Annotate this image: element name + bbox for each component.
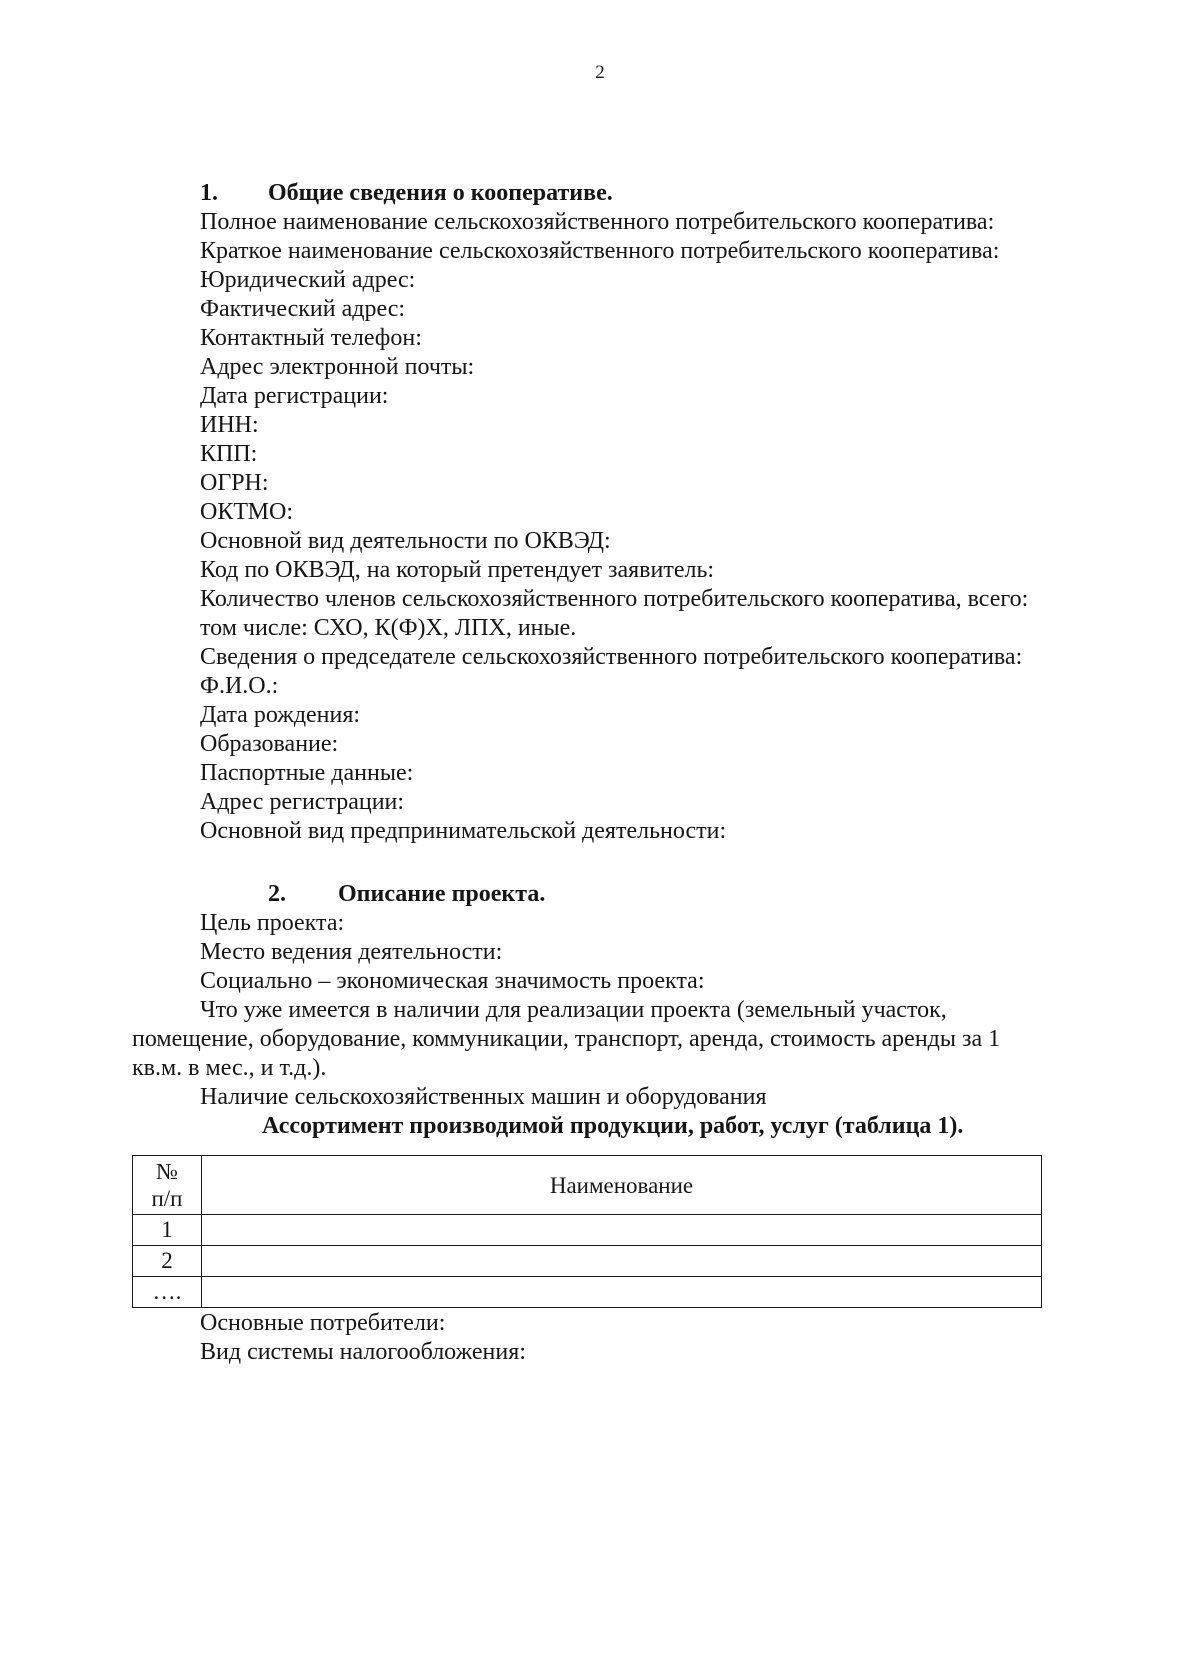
table-header-num-line2: п/п [151,1186,183,1211]
field-full-name: Полное наименование сельскохозяйственного потребительского кооператива: [200,209,995,235]
field-members-breakdown: том числе: СХО, К(Ф)Х, ЛПХ, иные. [200,615,577,641]
table-row [133,1215,1042,1246]
section2-number: 2. [268,881,286,907]
field-actual-address: Фактический адрес: [200,296,406,322]
field-registration-address: Адрес регистрации: [200,789,405,815]
field-chairman-info: Сведения о председателе сельскохозяйственного потребительского кооператива: [200,644,1023,670]
field-chairman-name: Ф.И.О.: [200,673,279,699]
table-cell-name [202,1277,1042,1308]
section1-title: Общие сведения о кооперативе. [268,180,613,206]
field-registration-date: Дата регистрации: [200,383,389,409]
field-main-business: Основной вид предпринимательской деятельности: [200,818,727,844]
field-oktmo: ОКТМО: [200,499,294,525]
field-legal-address: Юридический адрес: [200,267,416,293]
field-ogrn: ОГРН: [200,470,269,496]
section1-heading [200,179,613,208]
field-phone: Контактный телефон: [200,325,422,351]
field-inn: ИНН: [200,412,259,438]
paragraph-existing-line-3: кв.м. в мес., и т.д.). [132,1055,327,1081]
table-header-row [133,1156,1042,1215]
paragraph-existing-line-2: помещение, оборудование, коммуникации, транспорт, аренда, стоимость аренды за 1 [132,1026,1001,1052]
field-education: Образование: [200,731,339,757]
paragraph-existing-line-1: Что уже имеется в наличии для реализации проекта (земельный участок, [200,997,947,1023]
table-header-num-line1: № [156,1159,178,1184]
page-number: 2 [595,62,605,83]
assortment-table [132,1155,1042,1308]
section2-title: Описание проекта. [338,881,546,907]
field-members-count: Количество членов сельскохозяйственного потребительского кооператива, всего: [200,586,1029,612]
section2-heading [268,880,545,909]
field-project-goal: Цель проекта: [200,910,345,936]
field-okved-claimed: Код по ОКВЭД, на который претендует заявитель: [200,557,715,583]
field-main-consumers: Основные потребители: [200,1310,446,1336]
table-cell-num: 2 [133,1246,202,1277]
table-header-name: Наименование [202,1156,1042,1215]
field-short-name: Краткое наименование сельскохозяйственного потребительского кооператива: [200,238,1000,264]
table-cell-num: 1 [133,1215,202,1246]
field-birth-date: Дата рождения: [200,702,361,728]
field-activity-place: Место ведения деятельности: [200,939,503,965]
table-cell-num: …. [133,1277,202,1308]
field-passport: Паспортные данные: [200,760,414,786]
section1-number: 1. [200,180,218,206]
field-social-significance: Социально – экономическая значимость проекта: [200,968,705,994]
table-caption: Ассортимент производимой продукции, работ, услуг (таблица 1). [262,1113,964,1139]
field-email: Адрес электронной почты: [200,354,475,380]
table-row [133,1277,1042,1308]
table-cell-name [202,1246,1042,1277]
field-machinery: Наличие сельскохозяйственных машин и оборудования [200,1084,767,1110]
table-row [133,1246,1042,1277]
table-header-num [133,1156,202,1215]
field-kpp: КПП: [200,441,258,467]
table-cell-name [202,1215,1042,1246]
field-tax-system: Вид системы налогообложения: [200,1339,526,1365]
field-main-okved: Основной вид деятельности по ОКВЭД: [200,528,611,554]
